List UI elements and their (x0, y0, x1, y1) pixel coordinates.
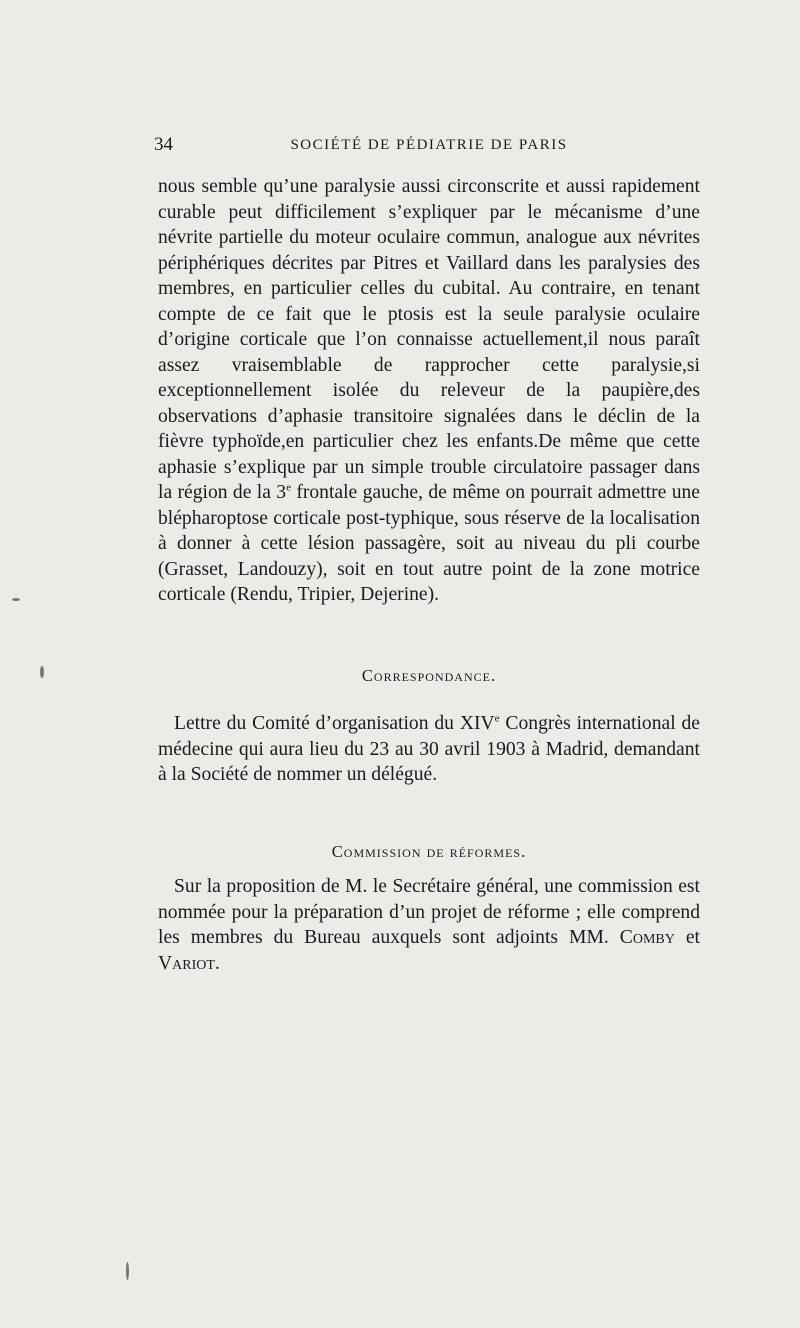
page-number: 34 (154, 134, 173, 155)
scan-speck (12, 598, 20, 601)
body-text-part2: frontale gauche, de même on pourrait admettre une blépharoptose corticale post-typhique, sous réserve de la localisation à donner à cette lésion passagère, soit au niveau du pli courbe (Grasset, Landouzy), soit en tout autre point de la zone motrice corticale (Rendu, Tripier, Dejerine). (158, 482, 700, 605)
page-header (154, 134, 700, 160)
commission-text: Sur la proposition de M. le Secrétaire général, une commission est nommée pour la préparation d’un projet de réforme ; elle comprend les membres du Bureau auxquels sont adjoints MM. (158, 876, 700, 948)
ordinal-superscript: e (286, 481, 291, 494)
correspondance-text-part2: Congrès international de médecine qui aura lieu du 23 au 30 avril 1903 à Madrid, demandant à la Société de nommer un délégué. (158, 713, 700, 785)
ordinal-superscript: e (494, 712, 500, 725)
correspondance-heading: Correspondance. (361, 666, 497, 685)
commission-end: . (214, 952, 220, 974)
scan-speck (40, 666, 44, 678)
member-name-comby: Comby (619, 927, 675, 948)
body-text-part1: nous semble qu’une paralysie aussi circonscrite et aussi rapidement curable peut difficilement s’expliquer par le mécanisme d’une névrite partielle du moteur oculaire commun, analogue aux névrites périphériques décrites par Pitres et Vaillard dans les paralysies des membres, en particulier celles du cubital. Au contraire, en tenant compte de ce fait que le ptosis est la seule paralysie oculaire d’origine corticale que l’on connaisse actuellement,il nous paraît assez vraisemblable de rapprocher cette paralysie,si exceptionnellement isolée du releveur de la paupière,des observations d’aphasie transitoire signalées dans le déclin de la fièvre typhoïde,en particulier chez les enfants.De même que cette aphasie s’explique par un simple trouble circulatoire passager dans la région de la 3 (158, 176, 700, 503)
running-title: SOCIÉTÉ DE PÉDIATRIE DE PARIS (290, 137, 568, 153)
correspondance-paragraph (158, 711, 700, 788)
correspondance-text-part1: Lettre du Comité d’organisation du XIV (174, 713, 495, 734)
commission-paragraph (158, 874, 700, 976)
commission-heading: Commission de réformes. (331, 842, 527, 861)
scan-speck (126, 1262, 129, 1280)
body-paragraph (158, 174, 700, 608)
member-name-variot: Variot (158, 952, 215, 974)
commission-joiner: et (674, 927, 700, 948)
